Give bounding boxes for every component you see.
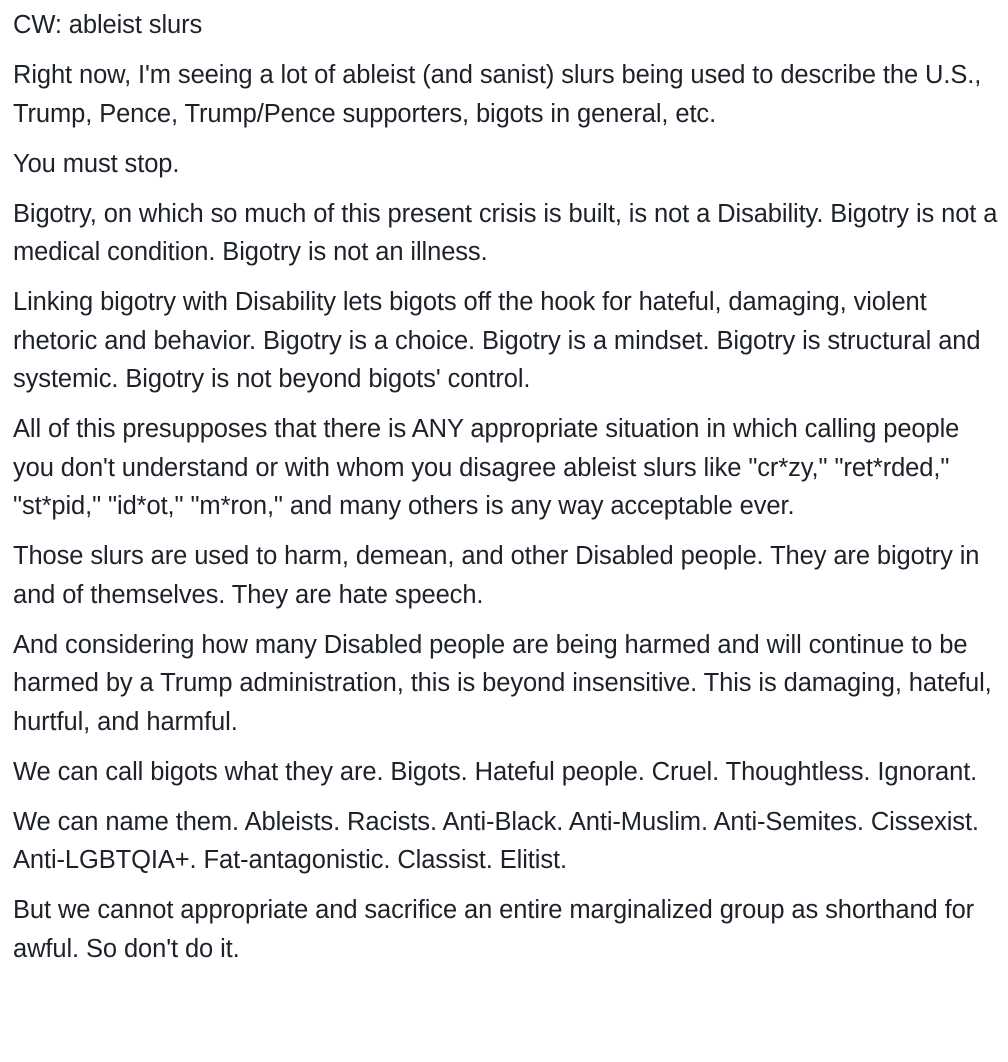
post-paragraph: We can call bigots what they are. Bigots. Hateful people. Cruel. Thoughtless. Ignorant. bbox=[13, 757, 978, 786]
post-body bbox=[13, 6, 1001, 980]
post-paragraph: But we cannot appropriate and sacrifice an entire marginalized group as shorthand for awful. So don't do it. bbox=[13, 896, 975, 963]
content-warning: CW: ableist slurs bbox=[13, 11, 203, 39]
post-paragraph: Bigotry, on which so much of this present crisis is built, is not a Disability. Bigotry is not a medical condition. Bigotry is not an illness. bbox=[13, 199, 998, 266]
post-paragraph: Those slurs are used to harm, demean, and other Disabled people. They are bigotry in and of themselves. They are hate speech. bbox=[13, 542, 980, 609]
post-paragraph: And considering how many Disabled people are being harmed and will continue to be harmed by a Trump administration, this is beyond insensitive. This is damaging, hateful, hurtful, and harmful. bbox=[13, 630, 992, 736]
post-paragraph: All of this presupposes that there is ANY appropriate situation in which calling people you don't understand or with whom you disagree ableist slurs like "cr*zy," "ret*rded," "st*pid," "id*ot," "m*ron," and many others is any way acceptable ever. bbox=[13, 415, 960, 520]
post-paragraph: We can name them. Ableists. Racists. Anti-Black. Anti-Muslim. Anti-Semites. Cissexist. Anti-LGBTQIA+. Fat-antagonistic. Classist. Elitist. bbox=[13, 807, 979, 874]
post-paragraph: Right now, I'm seeing a lot of ableist (and sanist) slurs being used to describe the U.S., Trump, Pence, Trump/Pence supporters, bigots in general, etc. bbox=[13, 61, 982, 128]
post-paragraph: You must stop. bbox=[13, 149, 180, 178]
post-paragraph: Linking bigotry with Disability lets bigots off the hook for hateful, damaging, violent rhetoric and behavior. Bigotry is a choice. Bigotry is a mindset. Bigotry is structural and systemic. Bigotry is not beyond bigots' control. bbox=[13, 288, 981, 393]
